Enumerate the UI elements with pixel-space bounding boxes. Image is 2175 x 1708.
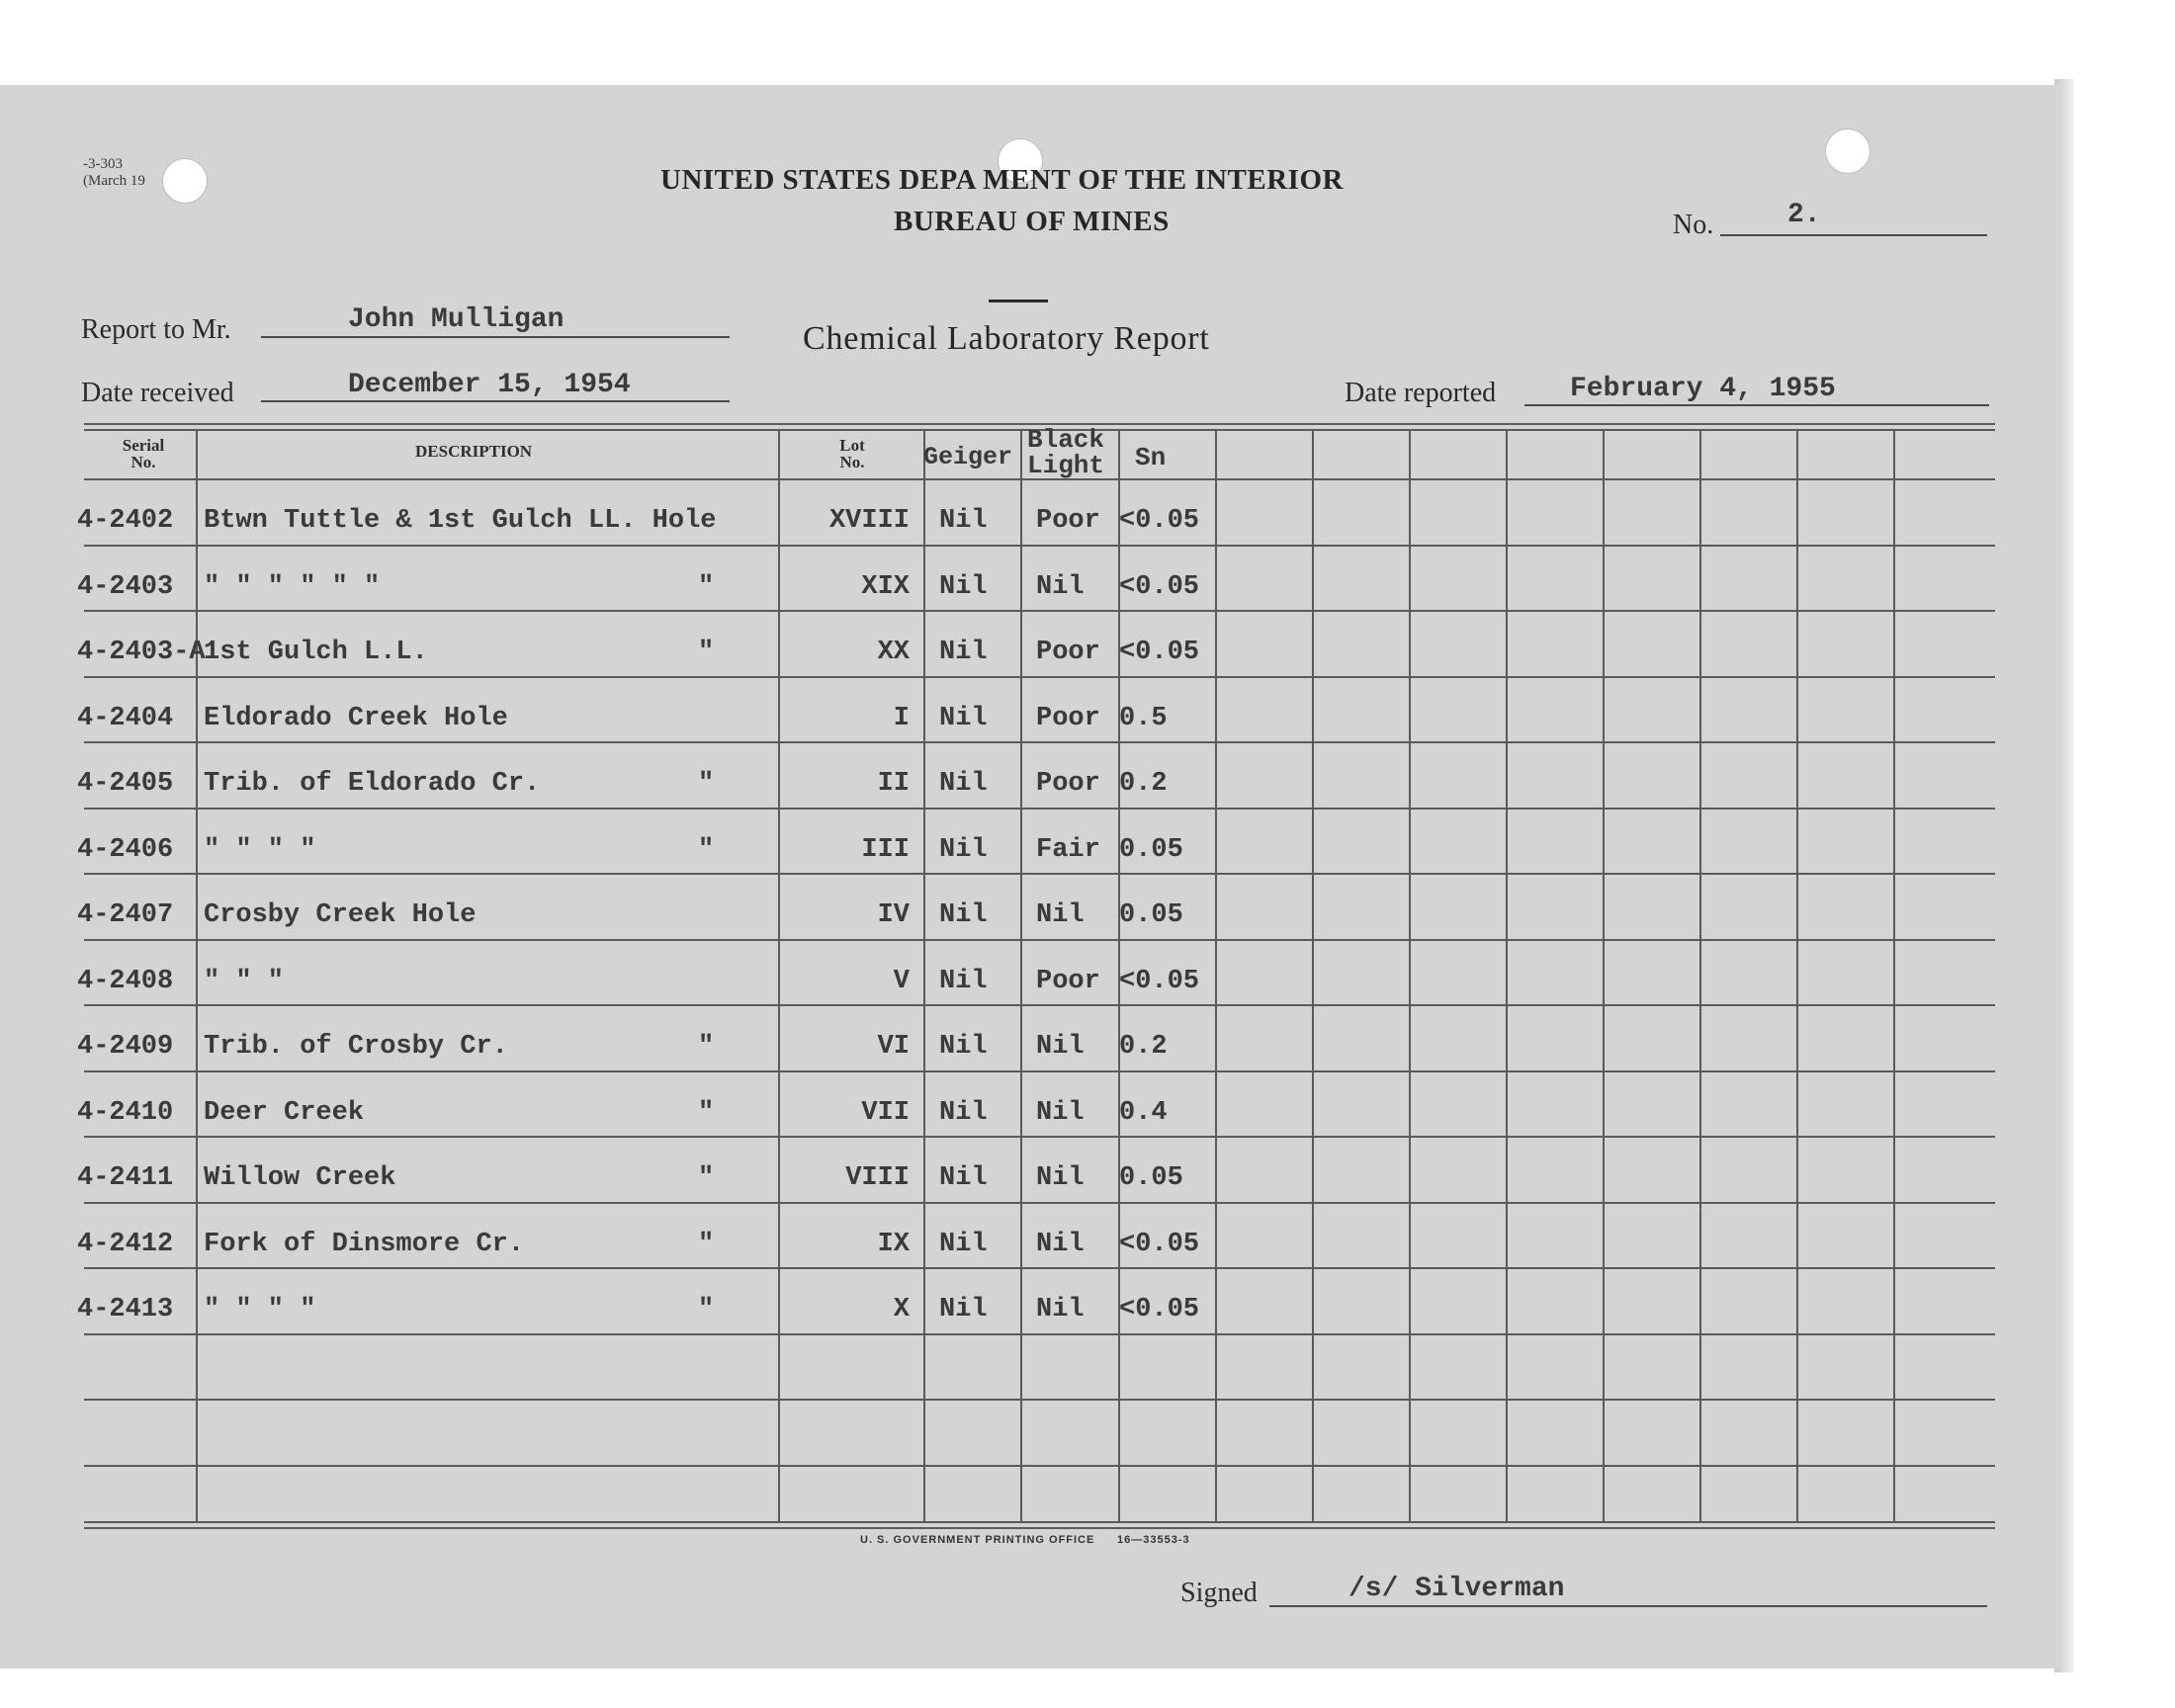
serial-no-header: Serial No.	[122, 436, 165, 471]
serial-cell: 4-2407	[77, 900, 174, 930]
geiger-cell: Nil	[939, 638, 988, 667]
ditto-cell: "	[698, 1163, 715, 1193]
geiger-cell: Nil	[939, 1032, 988, 1062]
column-divider	[1699, 431, 1701, 1521]
ditto-cell: "	[698, 1032, 715, 1062]
geiger-cell: Nil	[939, 769, 988, 799]
row-rule	[84, 1267, 1995, 1269]
date-reported-label: Date reported	[1345, 378, 1497, 408]
column-divider	[923, 431, 925, 1521]
geiger-cell: Nil	[939, 572, 988, 602]
geiger-header: Geiger	[923, 443, 1013, 471]
sn-cell: 0.4	[1119, 1098, 1168, 1128]
sn-cell: <0.05	[1119, 572, 1200, 602]
report-to-value: John Mulligan	[348, 304, 565, 335]
description-cell: Deer Creek	[204, 1098, 365, 1128]
report-to-label: Report to Mr.	[81, 314, 231, 345]
geiger-cell: Nil	[939, 506, 988, 536]
table-bottom-rule	[84, 1521, 1995, 1523]
signature: /s/ Silverman	[1348, 1574, 1565, 1604]
report-to-underline	[261, 336, 730, 338]
row-rule	[84, 1465, 1995, 1467]
lot-no-header: Lot No.	[839, 436, 865, 471]
geiger-cell: Nil	[939, 704, 988, 733]
serial-cell: 4-2403	[77, 572, 174, 602]
row-rule	[84, 676, 1995, 678]
geiger-cell: Nil	[939, 1163, 988, 1193]
column-divider	[1603, 431, 1605, 1521]
lot-cell: X	[893, 1295, 910, 1324]
description-header: DESCRIPTION	[415, 442, 533, 461]
column-divider	[1020, 431, 1022, 1521]
sn-cell: 0.2	[1119, 1032, 1168, 1062]
agency-heading: UNITED STATES DEPA MENT OF THE INTERIOR	[660, 164, 1344, 196]
row-rule	[84, 1399, 1995, 1401]
date-reported-underline	[1524, 404, 1989, 406]
geiger-cell: Nil	[939, 1295, 988, 1324]
description-cell: 1st Gulch L.L.	[204, 638, 428, 667]
row-rule	[84, 808, 1995, 810]
geiger-cell: Nil	[939, 1230, 988, 1259]
black-light-cell: Nil	[1036, 1163, 1085, 1193]
sn-cell: 0.5	[1119, 704, 1168, 733]
date-received-underline	[261, 400, 730, 402]
description-cell: " " "	[204, 967, 285, 996]
sn-cell: 0.05	[1119, 1163, 1183, 1193]
punch-hole	[162, 158, 208, 204]
row-rule	[84, 1004, 1995, 1006]
black-light-cell: Poor	[1036, 506, 1100, 536]
sn-cell: 0.05	[1119, 835, 1183, 865]
no-label: No.	[1673, 210, 1714, 240]
serial-cell: 4-2404	[77, 704, 174, 733]
sn-cell: 0.05	[1119, 900, 1183, 930]
report-title: Chemical Laboratory Report	[803, 320, 1210, 357]
row-rule	[84, 1070, 1995, 1072]
report-number: 2.	[1787, 200, 1821, 230]
column-divider	[1409, 431, 1411, 1521]
ditto-cell: "	[698, 572, 715, 602]
ditto-cell: "	[698, 1230, 715, 1259]
description-cell: Trib. of Eldorado Cr.	[204, 769, 541, 799]
no-underline	[1720, 234, 1987, 236]
geiger-cell: Nil	[939, 900, 988, 930]
date-received-label: Date received	[81, 378, 234, 408]
printer-imprint: U. S. GOVERNMENT PRINTING OFFICE	[860, 1534, 1095, 1546]
lot-cell: VI	[877, 1032, 910, 1062]
row-rule	[84, 873, 1995, 875]
black-light-cell: Nil	[1036, 1032, 1085, 1062]
date-reported-value: February 4, 1955	[1570, 374, 1836, 404]
ditto-cell: "	[698, 1295, 715, 1324]
lot-cell: VII	[861, 1098, 910, 1128]
lot-cell: XVIII	[828, 506, 910, 536]
column-divider	[1312, 431, 1314, 1521]
black-light-cell: Nil	[1036, 900, 1085, 930]
signed-label: Signed	[1180, 1578, 1258, 1608]
sn-cell: <0.05	[1119, 967, 1200, 996]
table-bottom-rule-inner	[84, 1527, 1995, 1529]
lot-cell: IX	[877, 1230, 910, 1259]
black-light-cell: Poor	[1036, 638, 1100, 667]
ditto-cell: "	[698, 638, 715, 667]
serial-cell: 4-2411	[77, 1163, 174, 1193]
bureau-heading: BUREAU OF MINES	[894, 206, 1170, 237]
punch-hole	[1825, 128, 1870, 174]
serial-cell: 4-2413	[77, 1295, 174, 1324]
column-divider	[1215, 431, 1217, 1521]
form-date: (March 19	[83, 173, 145, 189]
title-rule	[989, 299, 1048, 302]
lot-cell: XX	[877, 638, 910, 667]
row-rule	[84, 741, 1995, 743]
geiger-cell: Nil	[939, 967, 988, 996]
description-cell: Trib. of Crosby Cr.	[204, 1032, 508, 1062]
row-rule	[84, 1202, 1995, 1204]
sn-cell: <0.05	[1119, 1230, 1200, 1259]
row-rule	[84, 545, 1995, 547]
lot-cell: II	[877, 769, 910, 799]
ditto-cell: "	[698, 769, 715, 799]
black-light-cell: Poor	[1036, 769, 1100, 799]
row-rule	[84, 610, 1995, 612]
row-rule	[84, 478, 1995, 480]
signature-underline	[1269, 1605, 1987, 1607]
description-cell: Willow Creek	[204, 1163, 396, 1193]
lot-cell: III	[861, 835, 910, 865]
description-cell: Btwn Tuttle & 1st Gulch LL. Hole	[204, 506, 717, 536]
serial-cell: 4-2403-A	[77, 638, 206, 667]
lot-cell: IV	[877, 900, 910, 930]
column-divider	[1796, 431, 1798, 1521]
sn-cell: <0.05	[1119, 638, 1200, 667]
black-light-cell: Nil	[1036, 1295, 1085, 1324]
geiger-cell: Nil	[939, 835, 988, 865]
lot-cell: VIII	[845, 1163, 910, 1193]
description-cell: Crosby Creek Hole	[204, 900, 477, 930]
black-light-cell: Nil	[1036, 572, 1085, 602]
sn-cell: <0.05	[1119, 1295, 1200, 1324]
column-divider	[196, 431, 198, 1521]
description-cell: Eldorado Creek Hole	[204, 704, 508, 733]
serial-cell: 4-2406	[77, 835, 174, 865]
sn-header: Sn	[1135, 443, 1167, 472]
sn-cell: <0.05	[1119, 506, 1200, 536]
description-cell: " " " "	[204, 835, 316, 865]
serial-cell: 4-2410	[77, 1098, 174, 1128]
black-light-cell: Fair	[1036, 835, 1100, 865]
column-divider	[778, 431, 780, 1521]
geiger-cell: Nil	[939, 1098, 988, 1128]
black-light-cell: Nil	[1036, 1098, 1085, 1128]
black-light-cell: Poor	[1036, 967, 1100, 996]
sn-cell: 0.2	[1119, 769, 1168, 799]
row-rule	[84, 1333, 1995, 1335]
ditto-cell: "	[698, 1098, 715, 1128]
serial-cell: 4-2412	[77, 1230, 174, 1259]
black-light-header: Black Light	[1026, 425, 1104, 480]
black-light-cell: Nil	[1036, 1230, 1085, 1259]
column-divider	[1893, 431, 1895, 1521]
form-number: -3-303	[83, 156, 123, 172]
lot-cell: XIX	[861, 572, 910, 602]
description-cell: " " " " " "	[204, 572, 381, 602]
serial-cell: 4-2409	[77, 1032, 174, 1062]
lot-cell: I	[893, 704, 910, 733]
column-divider	[1506, 431, 1508, 1521]
description-cell: " " " "	[204, 1295, 316, 1324]
description-cell: Fork of Dinsmore Cr.	[204, 1230, 525, 1259]
lot-cell: V	[893, 967, 910, 996]
serial-cell: 4-2408	[77, 967, 174, 996]
printer-code: 16—33553-3	[1117, 1534, 1190, 1546]
serial-cell: 4-2402	[77, 506, 174, 536]
ditto-cell: "	[698, 835, 715, 865]
row-rule	[84, 1136, 1995, 1138]
row-rule	[84, 939, 1995, 941]
serial-cell: 4-2405	[77, 769, 174, 799]
black-light-cell: Poor	[1036, 704, 1100, 733]
date-received-value: December 15, 1954	[348, 370, 631, 400]
